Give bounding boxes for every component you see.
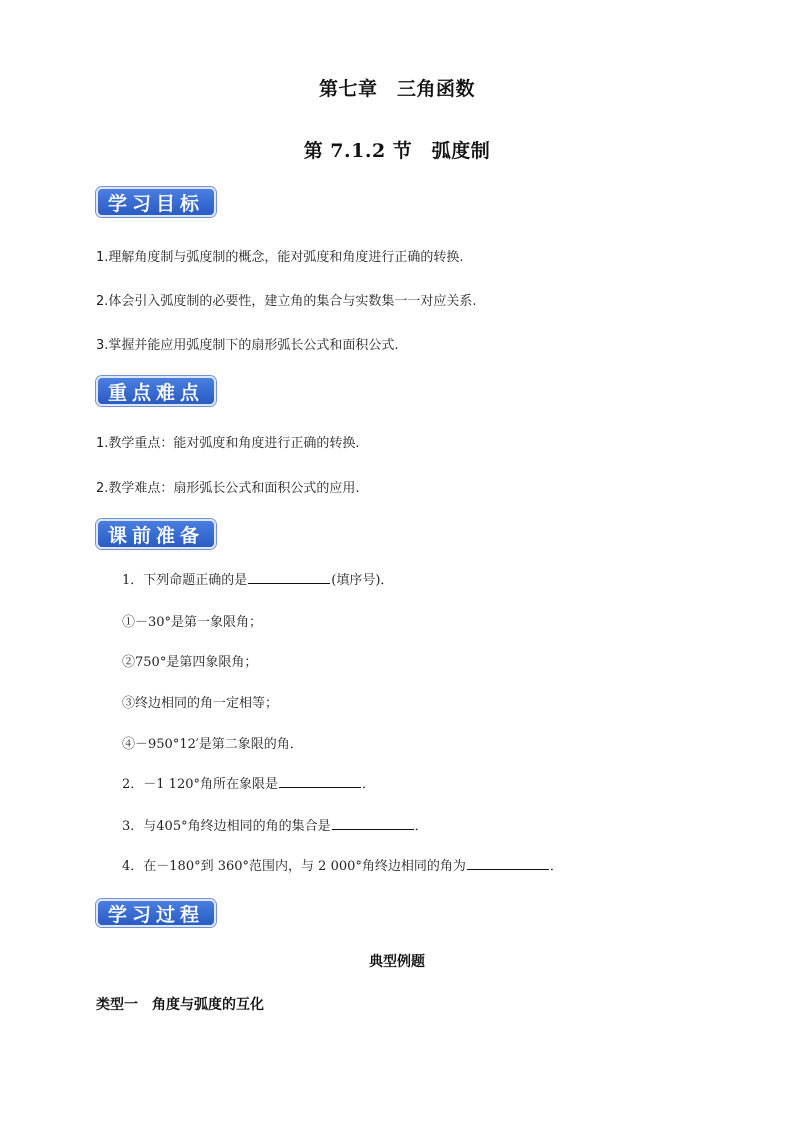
objective-item-2: 2.体会引入弧度制的必要性，建立角的集合与实数集一一对应关系. <box>96 294 477 309</box>
question-1-option-2: ②750°是第四象限角； <box>122 655 258 670</box>
question-4-prefix: 4．在－180°到 360°范围内，与 2 000°角终边相同的角为 <box>122 859 466 874</box>
question-3-prefix: 3．与405°角终边相同的角的集合是 <box>122 819 331 834</box>
question-2-prefix: 2．－1 120°角所在象限是 <box>122 777 278 792</box>
question-4-blank[interactable] <box>467 857 549 870</box>
objective-item-3: 3.掌握并能应用弧度制下的扇形弧长公式和面积公式. <box>96 338 399 353</box>
question-1 <box>122 569 393 588</box>
question-1-suffix: (填序号)． <box>331 573 394 588</box>
question-2-blank[interactable] <box>279 775 361 788</box>
question-1-option-3: ③终边相同的角一定相等； <box>122 696 279 711</box>
key-points-badge: 重点难点 <box>96 376 216 406</box>
question-4-suffix: ． <box>549 859 563 874</box>
key-point-item-1: 1.教学重点：能对弧度和角度进行正确的转换. <box>96 436 360 451</box>
question-3-blank[interactable] <box>332 817 414 830</box>
question-1-option-1: ①－30°是第一象限角； <box>122 615 263 630</box>
question-2-suffix: ． <box>362 777 376 792</box>
question-1-option-4: ④－950°12′是第二象限的角． <box>122 737 303 752</box>
question-1-prefix: 1．下列命题正确的是 <box>122 573 248 588</box>
typical-examples-heading: 典型例题 <box>369 954 425 970</box>
question-1-blank[interactable] <box>248 571 330 584</box>
objective-item-1: 1.理解角度制与弧度制的概念，能对弧度和角度进行正确的转换. <box>96 250 464 265</box>
chapter-title: 第七章 三角函数 <box>318 78 475 100</box>
question-4 <box>122 855 563 874</box>
question-3-suffix: ． <box>414 819 428 834</box>
objectives-badge: 学习目标 <box>96 187 216 217</box>
key-point-item-2: 2.教学难点：扇形弧长公式和面积公式的应用. <box>96 481 360 496</box>
type-one-heading: 类型一 角度与弧度的互化 <box>96 997 264 1013</box>
question-2 <box>122 773 375 792</box>
question-3 <box>122 815 428 834</box>
section-title: 第 7.1.2 节 弧度制 <box>303 140 491 162</box>
preparation-badge: 课前准备 <box>96 519 216 549</box>
process-badge: 学习过程 <box>96 899 216 927</box>
